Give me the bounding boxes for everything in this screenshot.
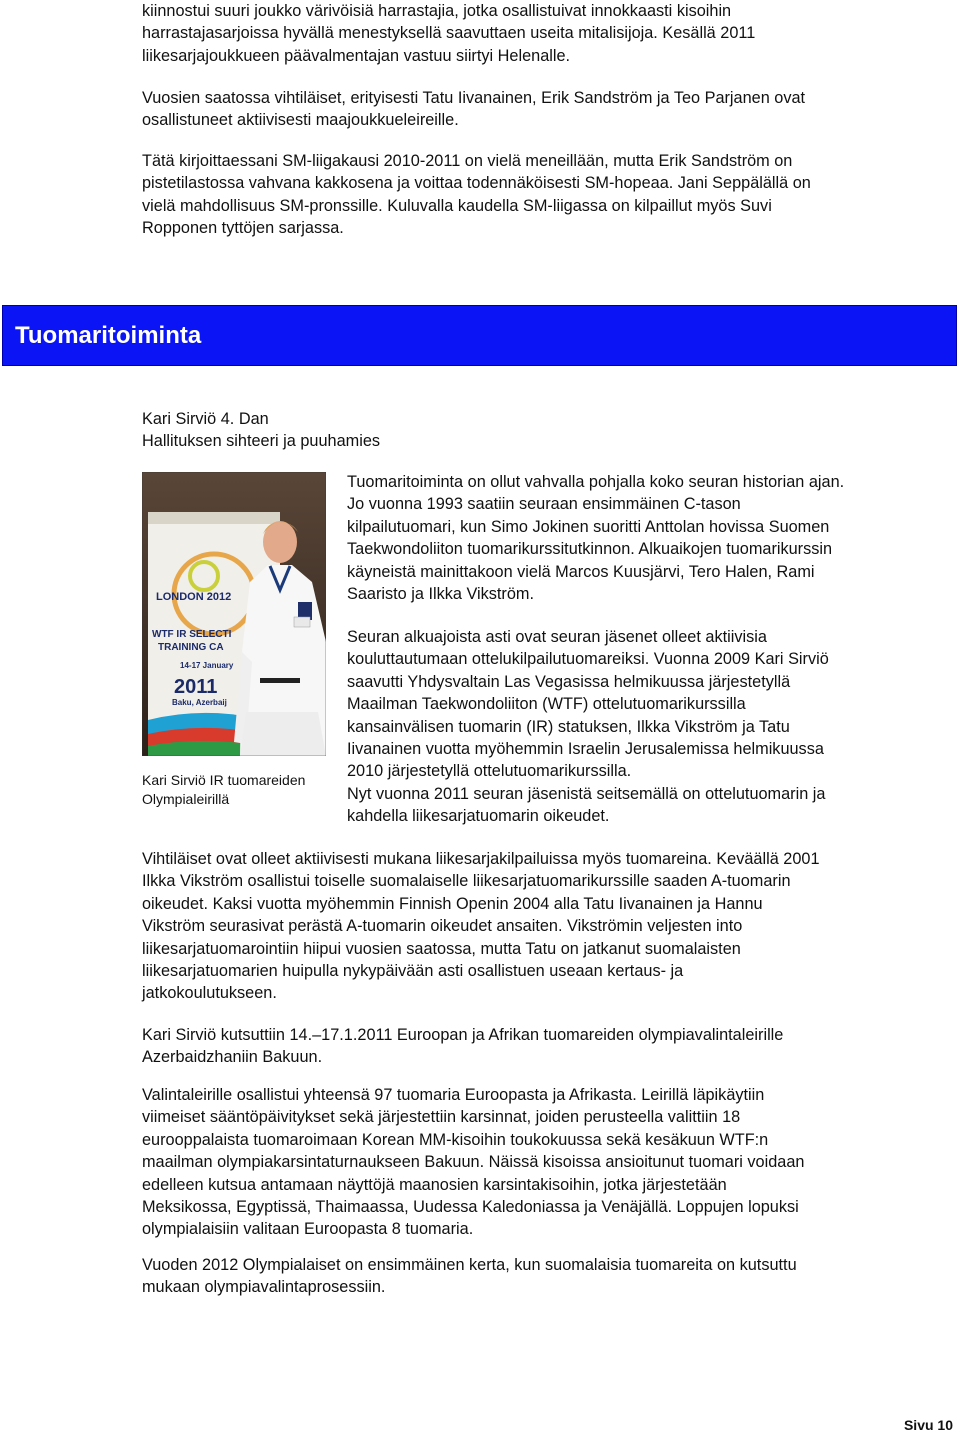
banner-text: WTF IR SELECTI (152, 629, 232, 640)
text-line: mukaan olympiavalintaprosessiin. (142, 1278, 386, 1297)
text-line: Vuosien saatossa vihtiläiset, erityisesti Tatu Iivanainen, Erik Sandström ja Teo Parjanen ovat (142, 89, 806, 107)
text-line: Ropponen tyttöjen sarjassa. (142, 219, 344, 238)
text-line: oikeudet. Kaksi vuotta myöhemmin Finnish Openin 2004 alla Tatu Iivanainen ja Hannu (142, 894, 763, 913)
text-line: Seuran alkuajoista asti ovat seuran jäsenet olleet aktiivisia (347, 628, 767, 646)
paragraph-tuomaritoiminta (347, 471, 955, 605)
text-line: kiinnostui suuri joukko värivöisiä harrastajia, jotka osallistuivat innokkaasti kisoihin (142, 2, 732, 20)
text-line: Vihtiläiset ovat olleet aktiivisesti mukana liikesarjakilpailuissa myös tuomareina. Keväällä 2001 (142, 850, 820, 868)
banner-text: 2011 (174, 676, 218, 698)
author-name: Kari Sirviö 4. Dan (142, 410, 269, 428)
text-line: liikesarjatuomarien huipulla nykypäivään asti osallistuen useaan kertaus- ja (142, 962, 684, 981)
text-line: eurooppalaista tuomaroimaan Korean MM-kisoihin toukokuussa sekä kesäkuun WTF:n (142, 1130, 769, 1149)
referee-photo (142, 472, 326, 756)
text-line: kansainvälisen tuomarin (IR) statuksen, Ilkka Vikström ja Tatu (347, 717, 790, 736)
paragraph-seuran (347, 626, 955, 828)
text-line: liikesarjatuomarointiin hiipui vuosien saatossa, mutta Tatu on jatkanut suomalaisten (142, 939, 741, 958)
photo-illustration (142, 472, 326, 756)
text-line: olympialaisiin valitaan Euroopasta 8 tuomaria. (142, 1220, 474, 1239)
paragraph-tata (142, 150, 957, 240)
text-line: Maailman Taekwondoliiton (WTF) ottelutuomarikurssilla (347, 695, 746, 714)
text-line: Saaristo ja Ilkka Vikström. (347, 585, 534, 604)
text-line: Valintaleirille osallistui yhteensä 97 tuomaria Euroopasta ja Afrikasta. Leirillä läpikäytiin (142, 1086, 765, 1104)
text-line: kilpailutuomari, kun Simo Jokinen suoritti Anttolan hovissa Suomen (347, 517, 830, 536)
text-line: Meksikossa, Egyptissä, Thaimaassa, Uudessa Kaledoniassa ja Venäjällä. Loppujen lopuksi (142, 1198, 799, 1217)
text-line: edelleen kutsua antamaan näyttöjä maanosien karsintakisoihin, jotka järjestetään (142, 1175, 727, 1194)
banner-text: LONDON 2012 (156, 591, 232, 603)
text-line: Iivanainen vuotta myöhemmin Israelin Jerusalemissa helmikuussa (347, 740, 824, 759)
text-line: maailman olympiakarsintaturnaukseen Bakuun. Näissä kisoissa ansioitunut tuomari voidaan (142, 1153, 805, 1172)
text-line: osallistuneet aktiivisesti maajoukkueleireille. (142, 111, 459, 130)
caption-line: Kari Sirviö IR tuomareiden (142, 772, 306, 788)
photo-caption (142, 771, 342, 809)
section-title: Tuomaritoiminta (15, 322, 202, 349)
text-line: Azerbaidzhaniin Bakuun. (142, 1048, 323, 1067)
section-banner (2, 305, 957, 366)
text-line: Vuoden 2012 Olympialaiset on ensimmäinen kerta, kun suomalaisia tuomareita on kutsuttu (142, 1256, 797, 1274)
paragraph-vuoden-2012 (142, 1254, 957, 1299)
paragraph-valintaleiri (142, 1084, 957, 1241)
page-number: Sivu 10 (903, 1417, 953, 1433)
banner-text: TRAINING CA (158, 642, 224, 653)
author-role: Hallituksen sihteeri ja puuhamies (142, 432, 381, 451)
intro-paragraph (142, 0, 957, 67)
text-line: harrastajasarjoissa hyvällä menestyksellä saavuttaen useita mitalisijoja. Kesällä 2011 (142, 24, 756, 43)
paragraph-kari-sirvio (142, 1024, 957, 1069)
banner-text: Baku, Azerbaij (172, 698, 227, 707)
text-line: Nyt vuonna 2011 seuran jäsenistä seitsemällä on ottelutuomarin ja (347, 784, 826, 803)
text-line: pistetilastossa vahvana kakkosena ja voittaa todennäköisesti SM-hopeaa. Jani Seppälällä on (142, 174, 811, 193)
text-line: kouluttautumaan ottelukilpailutuomareiksi. Vuonna 2009 Kari Sirviö (347, 650, 829, 669)
caption-line: Olympialeirillä (142, 791, 230, 807)
text-line: Jo vuonna 1993 saatiin seuraan ensimmäinen C-tason (347, 495, 741, 514)
text-line: vielä mahdollisuus SM-pronssille. Kuluvalla kaudella SM-liigassa on kilpaillut myös Suvi (142, 196, 772, 215)
text-line: Tuomaritoiminta on ollut vahvalla pohjalla koko seuran historian ajan. (347, 473, 845, 491)
text-line: saavutti Yhdysvaltain Las Vegasissa helmikuussa järjestetyllä (347, 672, 791, 691)
text-line: viimeiset sääntöpäivitykset sekä järjestettiin karsinnat, joiden perusteella valittiin 18 (142, 1108, 741, 1127)
text-line: 2010 järjestetyllä ottelutuomarikurssilla. (347, 762, 632, 781)
text-line: Vikström seurasivat perästä A-tuomarin oikeudet ansaiten. Vikströmin veljesten into (142, 917, 743, 936)
text-line: käyneistä mainittakoon vielä Marcos Kuusjärvi, Tero Halen, Rami (347, 562, 815, 581)
text-line: Ilkka Vikström osallistui toiselle suomalaiselle liikesarjatuomarikurssille saaden A-tuomarin (142, 872, 791, 891)
text-line: jatkokoulutukseen. (142, 984, 277, 1003)
text-line: kahdella liikesarjatuomarin oikeudet. (347, 807, 610, 826)
paragraph-vuosien (142, 87, 957, 132)
author-block (142, 408, 957, 453)
banner-text: 14-17 January (180, 661, 234, 670)
text-line: Kari Sirviö kutsuttiin 14.–17.1.2011 Euroopan ja Afrikan tuomareiden olympiavalintaleirille (142, 1026, 784, 1044)
text-line: Tätä kirjoittaessani SM-liigakausi 2010-2011 on vielä meneillään, mutta Erik Sandström on (142, 152, 793, 170)
text-line: liikesarjajoukkueen päävalmentajan vastuu siirtyi Helenalle. (142, 46, 571, 65)
paragraph-vihtilaiset (142, 848, 957, 1005)
text-line: Taekwondoliiton tuomarikurssitutkinnon. Alkuaikojen tuomarikurssin (347, 540, 833, 559)
